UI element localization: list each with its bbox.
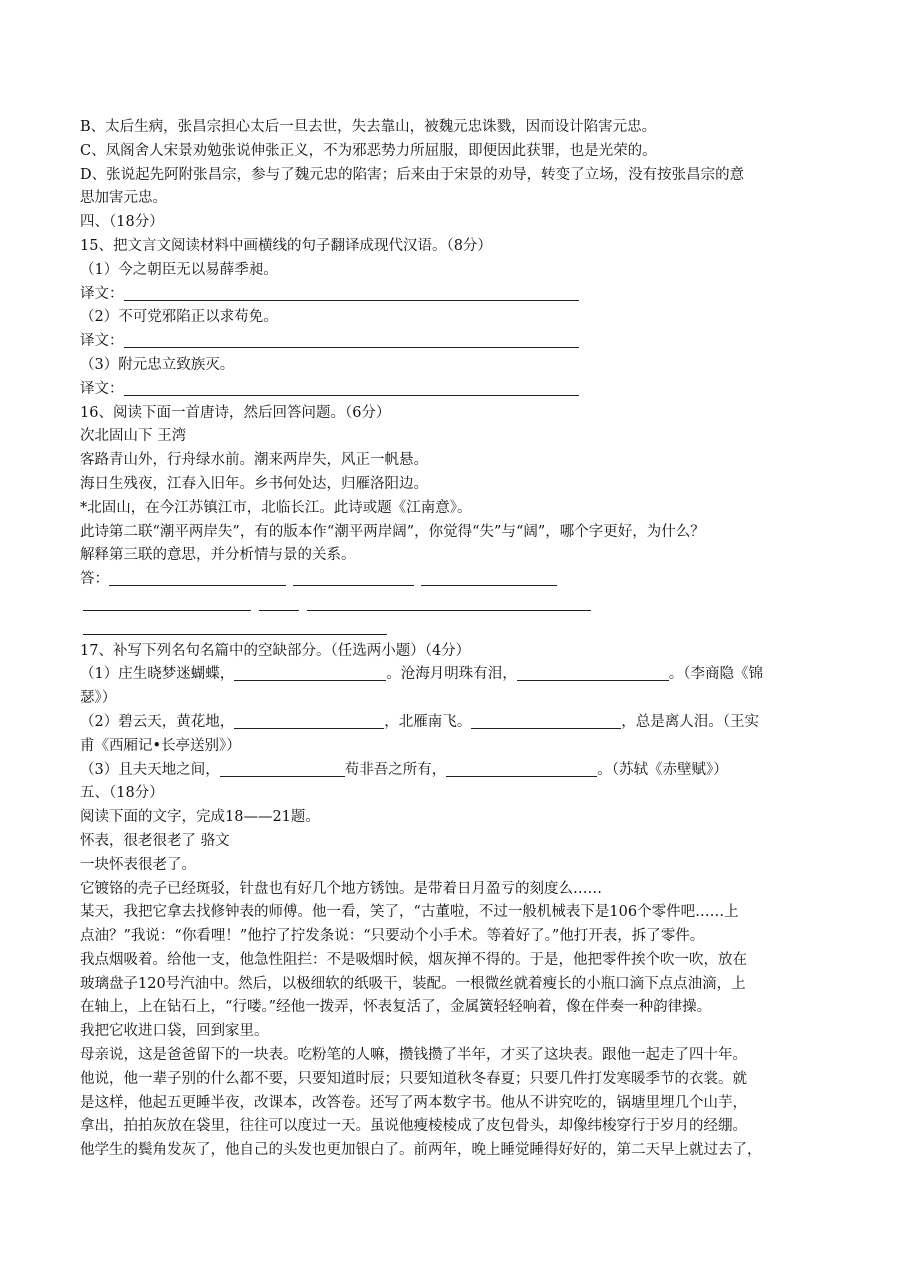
essay-title: 怀表，很老很老了 骆文: [80, 832, 230, 849]
q15-item-2: （2）不可党邪陷正以求苟免。: [80, 309, 278, 326]
q17-blank[interactable]: [234, 712, 384, 729]
q17-item-2-text: （2）碧云天，黄花地，: [80, 713, 235, 730]
answer-label: 译文：: [80, 285, 124, 302]
answer-label: 答：: [80, 571, 109, 588]
q17-item-2-text: ，北雁南飞。: [384, 713, 472, 730]
q16-answer-blank[interactable]: [83, 610, 251, 611]
q16-answer-row-2: [80, 592, 840, 616]
essay-line: 我点烟吸着。给他一支，他急性阻拦：不是吸烟时候，烟灰掸不得的。于是，他把零件挨个吹一吹，放在: [80, 951, 747, 968]
q17-blank[interactable]: [234, 664, 386, 681]
q16-answer-blank[interactable]: [293, 569, 414, 586]
q17-blank[interactable]: [220, 760, 345, 777]
essay-line: 点油？”我说：“你看哩！”他拧了拧发条说：“只要动个小手术。等着好了。”他打开表，拆了零件。: [80, 928, 705, 945]
essay-line: 他学生的鬓角发灰了，他自己的头发也更加银白了。前两年，晚上睡觉睡得好好的，第二天早上就过去了，: [80, 1142, 762, 1159]
q17-item-3-text: 。（苏轼《赤壁赋》）: [597, 761, 728, 778]
essay-line: 母亲说，这是爸爸留下的一块表。吃粉笔的人嘛，攒钱攒了半年，才买了这块表。跟他一起走了四十年。: [80, 1047, 747, 1064]
q17-item-1-text: （1）庄生晓梦迷蝴蝶，: [80, 666, 235, 683]
q15-item-1: （1）今之朝臣无以易薛季昶。: [80, 261, 278, 278]
q15-answer-blank-1[interactable]: [124, 284, 579, 301]
essay-line: 我把它收进口袋，回到家里。: [80, 1023, 269, 1040]
q16-answer-row-3: [80, 616, 840, 640]
q14-option-c: C、凤阁舍人宋景劝勉张说伸张正义，不为邪恶势力所屈服，即便因此获罪，也是光荣的。: [80, 142, 657, 159]
poem-title: 次北固山下 王湾: [80, 428, 187, 445]
q15-answer-row-3: [80, 378, 840, 402]
q16-answer-blank[interactable]: [259, 610, 299, 611]
q17-item-2: [80, 711, 840, 735]
q15-item-3: （3）附元忠立致族灭。: [80, 356, 235, 373]
essay-line: 是这样，他起五更睡半夜，改课本，改答卷。还写了两本数字书。他从不讲究吃的，锅塘里埋几个山芋，: [80, 1094, 747, 1111]
q17-item-2-cont: 甫《西厢记•长亭送别》）: [80, 737, 241, 754]
q16-answer-row-1: [80, 568, 840, 592]
q17-item-1: [80, 663, 840, 687]
q15-answer-row-1: [80, 283, 840, 307]
section-5-heading: 五、（18分）: [80, 785, 164, 802]
q17-blank[interactable]: [446, 760, 597, 777]
q16-question-2: 解释第三联的意思，并分析情与景的关系。: [80, 547, 356, 564]
q17-item-1-text: 。沧海月明珠有泪，: [386, 666, 517, 683]
essay-line: 拿出，拍拍灰放在袋里，往往可以度过一天。虽说他瘦棱棱成了皮包骨头，却像纬梭穿行于岁月的经绷。: [80, 1118, 747, 1135]
q17-item-3-text: （3）且夫天地之间，: [80, 761, 220, 778]
essay-line: 它镀铬的壳子已经斑驳，针盘也有好几个地方锈蚀。是带着日月盈亏的刻度么……: [80, 880, 602, 897]
essay-line: 他说，他一辈子别的什么都不要，只要知道时辰；只要知道秋冬春夏；只要几件打发寒暖季节的衣裳。就: [80, 1070, 747, 1087]
q17-item-1-text: 。（李商隐《锦: [668, 666, 763, 683]
q15-answer-blank-2[interactable]: [124, 331, 579, 348]
q17-blank[interactable]: [471, 712, 621, 729]
poem-note: *北固山，在今江苏镇江市，北临长江。此诗或题《江南意》。: [80, 499, 472, 516]
q14-option-d-line1: D、张说起先阿附张昌宗，参与了魏元忠的陷害；后来由于宋景的劝导，转变了立场，没有按张昌宗的意: [80, 166, 745, 183]
q16-answer-blank[interactable]: [421, 569, 557, 586]
q17-item-2-text: ，总是离人泪。（王实: [621, 713, 759, 730]
q15-prompt: 15、把文言文阅读材料中画横线的句子翻译成现代汉语。（8分）: [80, 237, 492, 254]
essay-line: 在轴上，上在钻石上，“行喽。”经他一拨弄，怀表复活了，金属簧轻轻响着，像在伴奏一种韵律操。: [80, 999, 712, 1016]
q16-answer-blank[interactable]: [109, 569, 286, 586]
essay-line: 玻璃盘子120号汽油中。然后，以极细软的纸吸干，装配。一根微丝就着瘦长的小瓶口滴下点点油滴，上: [80, 975, 746, 992]
q14-option-d-line2: 思加害元忠。: [80, 190, 167, 207]
q17-item-3-text: 苟非吾之所有，: [344, 761, 447, 778]
q15-answer-row-2: [80, 330, 840, 354]
essay-line: 一块怀表很老了。: [80, 856, 196, 873]
essay-line: 某天，我把它拿去找修钟表的师傅。他一看，笑了，“古董啦，不过一般机械表下是106个零件吧……上: [80, 904, 739, 921]
q17-item-1-cont: 瑟》）: [80, 690, 117, 707]
section-5-intro: 阅读下面的文字，完成18——21题。: [80, 809, 320, 826]
q16-prompt: 16、阅读下面一首唐诗，然后回答问题。（6分）: [80, 404, 391, 421]
q14-option-b: B、太后生病，张昌宗担心太后一旦去世，失去靠山，被魏元忠诛戮，因而设计陷害元忠。: [80, 119, 657, 135]
poem-line-2: 海日生残夜，江春入旧年。乡书何处达，归雁洛阳边。: [80, 475, 428, 492]
exam-page: [80, 116, 840, 1163]
q17-prompt: 17、补写下列名句名篇中的空缺部分。（任选两小题）（4分）: [80, 642, 471, 659]
q17-item-3: [80, 759, 840, 783]
poem-line-1: 客路青山外，行舟绿水前。潮来两岸失，风正一帆悬。: [80, 452, 428, 469]
q16-question-1: 此诗第二联“潮平两岸失”，有的版本作“潮平两岸阔”，你觉得“失”与“阔”，哪个字更好，为什么？: [80, 523, 705, 540]
answer-label: 译文：: [80, 380, 124, 397]
q17-blank[interactable]: [517, 664, 669, 681]
answer-label: 译文：: [80, 333, 124, 350]
q16-answer-blank[interactable]: [307, 610, 591, 611]
section-4-heading: 四、（18分）: [80, 214, 164, 231]
q15-answer-blank-3[interactable]: [124, 379, 579, 396]
q16-answer-blank[interactable]: [83, 634, 387, 635]
